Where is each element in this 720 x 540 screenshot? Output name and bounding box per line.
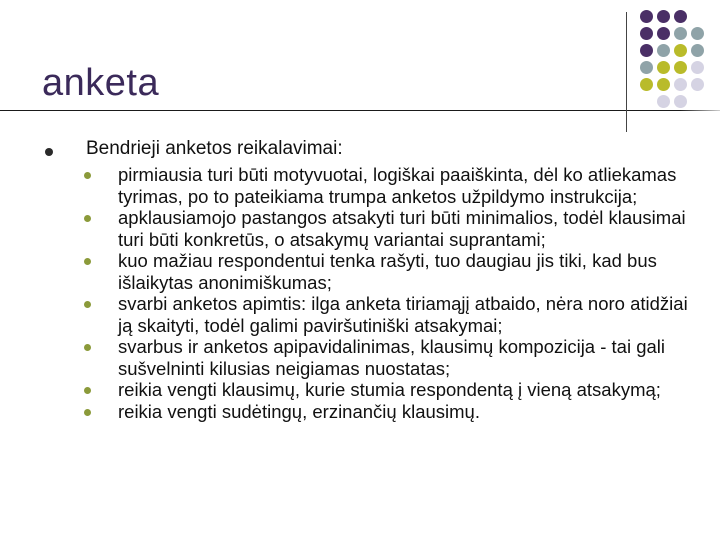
decor-dot-grid	[640, 10, 704, 108]
decor-dot	[657, 44, 670, 57]
decor-dot	[674, 44, 687, 57]
decor-vertical-line	[626, 12, 627, 132]
decor-dot	[640, 95, 653, 108]
decor-dot	[640, 61, 653, 74]
decor-dot	[640, 27, 653, 40]
decor-dot	[657, 95, 670, 108]
decor-dot	[657, 10, 670, 23]
list-item	[78, 164, 688, 207]
list-item-text: reikia vengti klausimų, kurie stumia respondentą į vieną atsakymą;	[118, 379, 661, 400]
decor-dot	[691, 44, 704, 57]
list-item	[78, 250, 688, 293]
decor-dot	[674, 61, 687, 74]
main-point: Bendrieji anketos reikalavimai:	[86, 138, 343, 159]
bullet-icon	[84, 409, 91, 416]
decor-dot	[674, 27, 687, 40]
decor-dot	[657, 78, 670, 91]
bullet-icon	[84, 172, 91, 179]
bullet-icon	[84, 258, 91, 265]
list-item	[78, 293, 688, 336]
decor-dot	[674, 95, 687, 108]
list-item-text: reikia vengti sudėtingų, erzinančių klausimų.	[118, 400, 480, 422]
list-item	[78, 401, 688, 423]
list-item-text: svarbi anketos apimtis: ilga anketa tiriamąjį atbaido, nėra noro atidžiai ją skaityti, todėl galimi paviršutiniški atsakymai;	[118, 293, 688, 336]
slide-title: anketa	[42, 62, 160, 104]
decor-dot	[674, 10, 687, 23]
title-rule	[0, 110, 720, 111]
list-item	[78, 336, 688, 379]
list-item-text: kuo mažiau respondentui tenka rašyti, tuo daugiau jis tiki, kad bus išlaikytas anonimiškumas;	[118, 250, 657, 293]
decor-dot	[674, 78, 687, 91]
decor-dot	[691, 27, 704, 40]
bullet-icon	[84, 344, 91, 351]
decor-dot	[640, 10, 653, 23]
list-item-text: apklausiamojo pastangos atsakyti turi būti minimalios, todėl klausimai turi būti konkretūs, o atsakymų variantai suprantami;	[118, 207, 686, 250]
bullet-icon	[84, 301, 91, 308]
decor-dot	[691, 95, 704, 108]
decor-dot	[691, 78, 704, 91]
decor-dot	[691, 61, 704, 74]
bullet-icon	[84, 215, 91, 222]
decor-dot	[657, 61, 670, 74]
decor-dot	[640, 78, 653, 91]
list-item	[78, 379, 688, 401]
list-item-text: svarbus ir anketos apipavidalinimas, klausimų kompozicija - tai gali sušvelninti kilusias neigiamas nuostatas;	[118, 336, 666, 379]
main-bullet-icon	[45, 148, 53, 156]
list-item	[78, 207, 688, 250]
decor-dot	[657, 27, 670, 40]
decor-dot	[691, 10, 704, 23]
decor-dot	[640, 44, 653, 57]
bullet-icon	[84, 387, 91, 394]
requirements-list	[78, 164, 688, 422]
list-item-text: pirmiausia turi būti motyvuotai, logiškai paaiškinta, dėl ko atliekamas tyrimas, po to pateikiama trumpa anketos užpildymo instrukcija;	[118, 164, 677, 207]
